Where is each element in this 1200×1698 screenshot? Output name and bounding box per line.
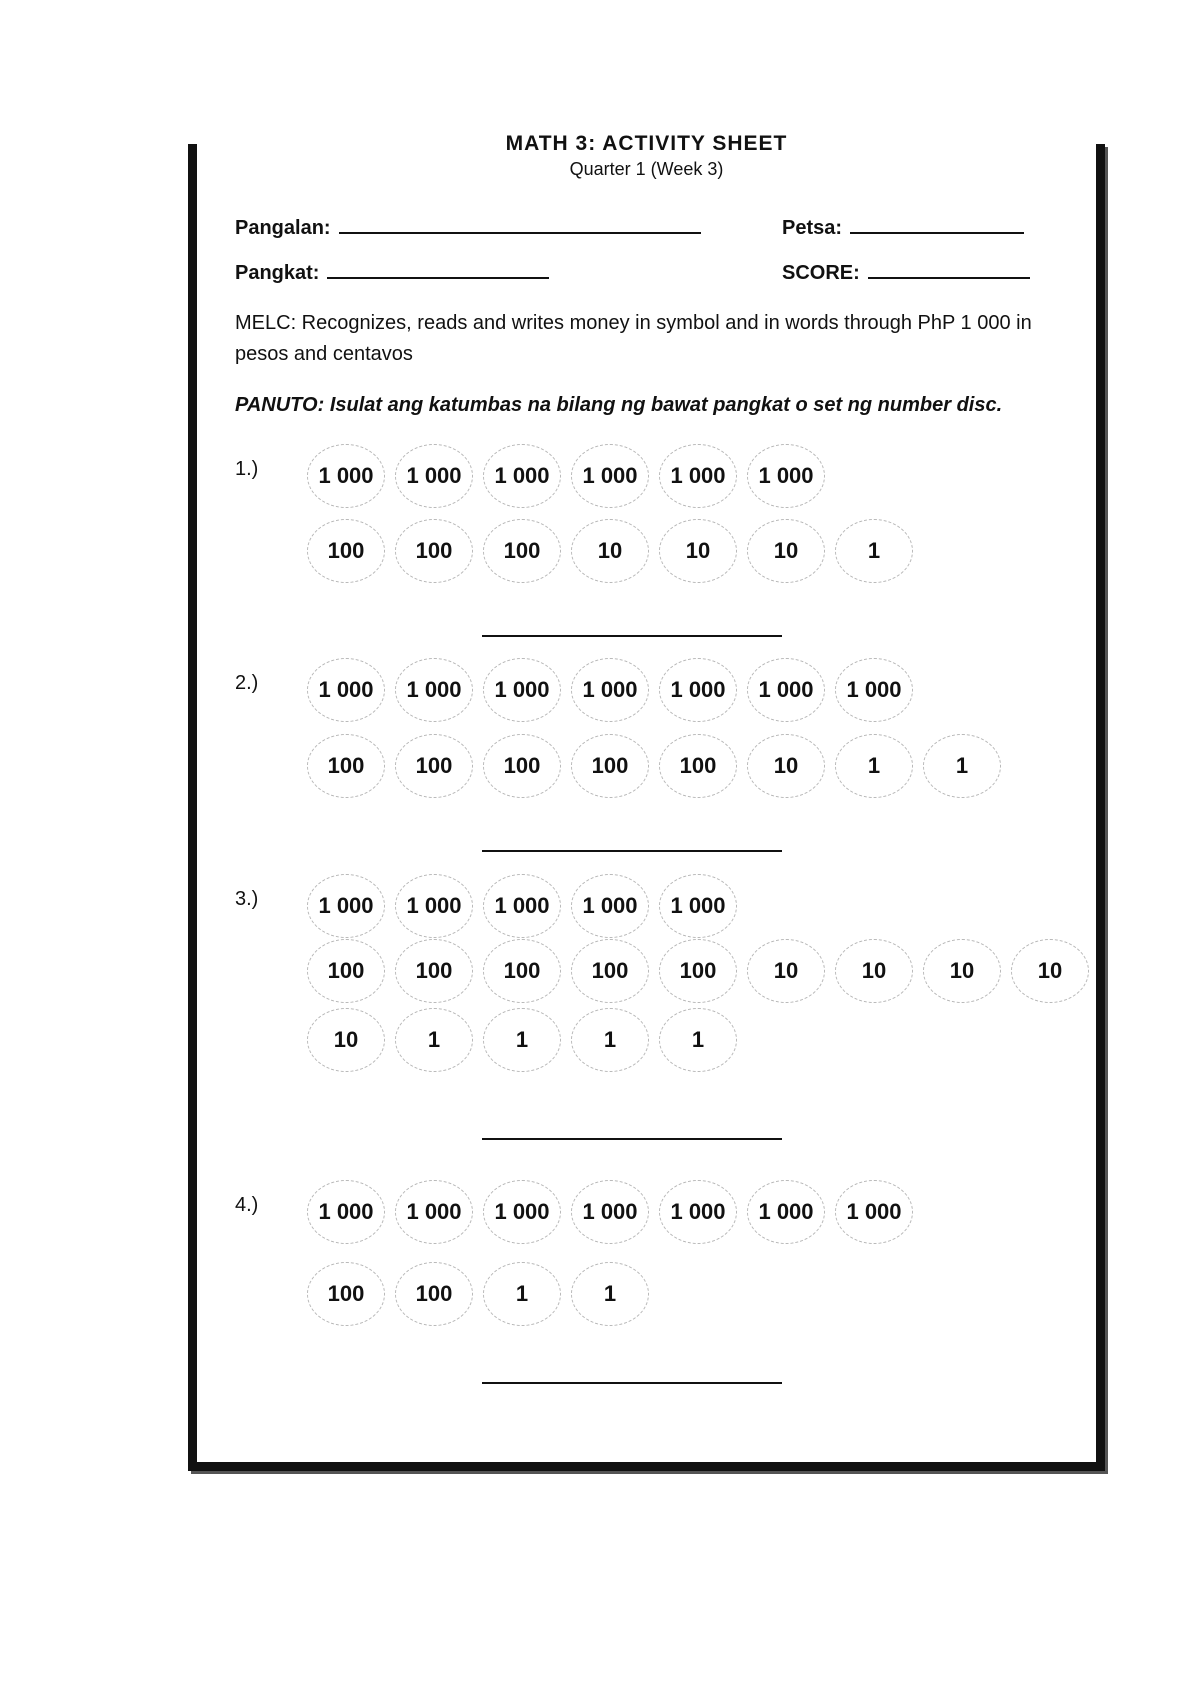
number-disc: 1 000 — [483, 874, 561, 938]
answer-line[interactable] — [482, 1138, 782, 1140]
number-disc: 100 — [395, 734, 473, 798]
number-disc: 1 000 — [307, 874, 385, 938]
number-disc: 1 — [571, 1262, 649, 1326]
number-disc: 1 000 — [307, 444, 385, 508]
item-number: 3.) — [235, 888, 259, 910]
number-disc: 1 000 — [571, 874, 649, 938]
name-label: Pangalan: — [235, 217, 331, 239]
melc-text: MELC: Recognizes, reads and writes money in symbol and in words through PhP 1 000 in pesos and centavos — [235, 312, 1032, 365]
group-blank[interactable] — [327, 261, 549, 279]
name-blank[interactable] — [339, 216, 701, 234]
number-disc: 1 000 — [659, 874, 737, 938]
number-disc: 1 000 — [835, 658, 913, 722]
number-disc: 1 000 — [483, 1180, 561, 1244]
number-disc: 1 000 — [483, 658, 561, 722]
number-disc: 100 — [571, 734, 649, 798]
number-disc: 100 — [395, 519, 473, 583]
number-disc: 1 000 — [659, 1180, 737, 1244]
sheet-subtitle: Quarter 1 (Week 3) — [569, 159, 724, 179]
answer-line[interactable] — [482, 850, 782, 852]
number-disc: 100 — [307, 1262, 385, 1326]
number-disc: 100 — [571, 939, 649, 1003]
number-disc: 100 — [307, 519, 385, 583]
answer-line[interactable] — [482, 635, 782, 637]
number-disc: 100 — [483, 519, 561, 583]
sheet-title-text: MATH 3: ACTIVITY SHEET — [505, 132, 788, 155]
item-number: 1.) — [235, 458, 259, 480]
number-disc: 1 000 — [571, 1180, 649, 1244]
item-number: 2.) — [235, 672, 259, 694]
number-disc: 1 000 — [747, 658, 825, 722]
activity-sheet — [188, 132, 1105, 1471]
item-number: 4.) — [235, 1194, 259, 1216]
sheet-content — [197, 132, 1096, 1462]
number-disc: 1 000 — [659, 658, 737, 722]
number-disc: 100 — [395, 1262, 473, 1326]
answer-line[interactable] — [482, 1382, 782, 1384]
date-blank[interactable] — [850, 216, 1024, 234]
score-blank[interactable] — [868, 261, 1030, 279]
number-disc: 1 — [835, 519, 913, 583]
number-disc: 100 — [659, 939, 737, 1003]
number-disc: 1 000 — [747, 444, 825, 508]
number-disc: 100 — [395, 939, 473, 1003]
number-disc: 1 000 — [395, 1180, 473, 1244]
group-label: Pangkat: — [235, 262, 320, 284]
number-disc: 1 — [483, 1008, 561, 1072]
number-disc: 100 — [307, 939, 385, 1003]
group-field — [235, 261, 549, 285]
number-disc: 1 000 — [307, 658, 385, 722]
date-label: Petsa: — [782, 217, 843, 239]
number-disc: 1 000 — [747, 1180, 825, 1244]
score-label: SCORE: — [782, 262, 860, 284]
number-disc: 1 000 — [395, 444, 473, 508]
number-disc: 10 — [307, 1008, 385, 1072]
number-disc: 1 000 — [483, 444, 561, 508]
instructions: PANUTO: Isulat ang katumbas na bilang ng bawat pangkat o set ng number disc. — [235, 394, 1003, 416]
number-disc: 1 — [395, 1008, 473, 1072]
number-disc: 1 — [483, 1262, 561, 1326]
number-disc: 10 — [747, 939, 825, 1003]
sheet-title — [197, 132, 1096, 155]
number-disc: 1 — [571, 1008, 649, 1072]
name-field — [235, 216, 701, 240]
number-disc: 1 000 — [571, 444, 649, 508]
number-disc: 1 — [923, 734, 1001, 798]
date-field — [782, 216, 1024, 240]
number-disc: 1 000 — [571, 658, 649, 722]
number-disc: 10 — [571, 519, 649, 583]
number-disc: 100 — [659, 734, 737, 798]
number-disc: 1 — [835, 734, 913, 798]
number-disc: 100 — [483, 939, 561, 1003]
number-disc: 1 000 — [307, 1180, 385, 1244]
number-disc: 1 000 — [835, 1180, 913, 1244]
number-disc: 1 000 — [659, 444, 737, 508]
number-disc: 10 — [747, 734, 825, 798]
number-disc: 10 — [659, 519, 737, 583]
number-disc: 100 — [483, 734, 561, 798]
number-disc: 1 000 — [395, 658, 473, 722]
score-field — [782, 261, 1030, 285]
number-disc: 1 — [659, 1008, 737, 1072]
number-disc: 10 — [835, 939, 913, 1003]
number-disc: 10 — [923, 939, 1001, 1003]
number-disc: 1 000 — [395, 874, 473, 938]
number-disc: 10 — [1011, 939, 1089, 1003]
number-disc: 10 — [747, 519, 825, 583]
number-disc: 100 — [307, 734, 385, 798]
